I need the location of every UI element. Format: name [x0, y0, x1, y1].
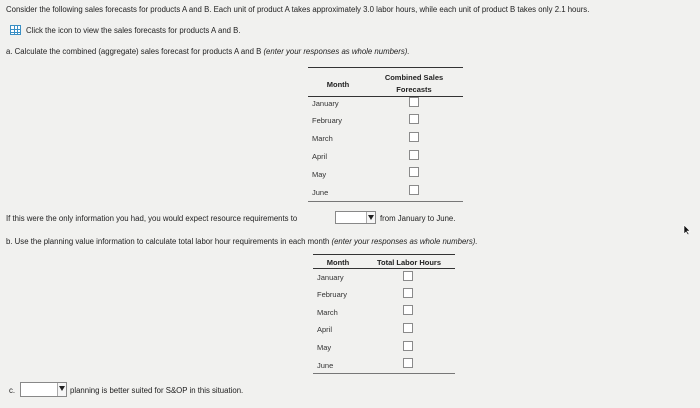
labor-hours-may-input[interactable] [403, 341, 413, 351]
combined-forecast-june-input[interactable] [409, 185, 419, 195]
table-a-month: June [312, 188, 329, 197]
part-a-prompt [6, 47, 410, 56]
chevron-down-icon [57, 383, 66, 396]
part-a-prompt-hint: (enter your responses as whole numbers). [263, 47, 410, 56]
data-link-text[interactable]: Click the icon to view the sales forecasts for products A and B. [26, 26, 241, 35]
data-table-icon[interactable] [10, 25, 21, 35]
combined-forecast-january-input[interactable] [409, 97, 419, 107]
table-b-month: May [317, 343, 332, 352]
labor-hours-june-input[interactable] [403, 358, 413, 368]
requirements-text-after: from January to June. [380, 214, 456, 223]
table-a-header-rule [308, 96, 463, 97]
combined-forecast-april-input[interactable] [409, 150, 419, 160]
table-b-value-header: Total Labor Hours [376, 258, 442, 267]
labor-hours-march-input[interactable] [403, 305, 413, 315]
combined-forecast-may-input[interactable] [409, 167, 419, 177]
chevron-down-icon [366, 212, 375, 223]
labor-hours-january-input[interactable] [403, 271, 413, 281]
planning-type-dropdown[interactable] [20, 382, 67, 397]
table-b-month: June [317, 361, 334, 370]
table-a-month: February [312, 116, 343, 125]
table-a-month: April [312, 152, 328, 161]
part-b-prompt-text: b. Use the planning value information to calculate total labor hour requirements in each month [6, 237, 332, 246]
labor-hours-april-input[interactable] [403, 323, 413, 333]
cursor-icon [683, 224, 691, 236]
part-b-prompt-hint: (enter your responses as whole numbers). [331, 237, 478, 246]
combined-forecast-march-input[interactable] [409, 132, 419, 142]
table-a-month: May [312, 170, 327, 179]
combined-forecast-february-input[interactable] [409, 114, 419, 124]
table-b-month: February [317, 290, 348, 299]
table-b-month: April [317, 325, 333, 334]
table-b-header-rule [313, 268, 455, 269]
table-b-month: March [317, 308, 338, 317]
part-a-prompt-text: a. Calculate the combined (aggregate) sales forecast for products A and B [6, 47, 264, 56]
table-b-month-header: Month [326, 258, 350, 267]
table-b-top-rule [313, 254, 455, 255]
table-a-top-rule [308, 67, 463, 68]
table-a-month: January [312, 99, 339, 108]
table-b-bottom-rule [313, 373, 455, 374]
table-b-month: January [317, 273, 344, 282]
part-b-prompt [6, 237, 478, 246]
part-c-text: planning is better suited for S&OP in this situation. [70, 386, 244, 395]
problem-intro: Consider the following sales forecasts for products A and B. Each unit of product A takes approximately 3.0 labor hours, while each unit of product B takes only 2.1 hours. [6, 5, 590, 14]
requirements-text-before: If this were the only information you had, you would expect resource requirements to [6, 214, 298, 223]
table-a-bottom-rule [308, 201, 463, 202]
requirements-trend-dropdown[interactable] [335, 211, 376, 224]
table-a-value-header-2: Forecasts [396, 85, 432, 94]
table-a-month: March [312, 134, 333, 143]
table-a-month-header: Month [326, 80, 350, 89]
labor-hours-february-input[interactable] [403, 288, 413, 298]
part-c-label: c. [9, 386, 16, 395]
table-a-value-header-1: Combined Sales [384, 73, 444, 82]
